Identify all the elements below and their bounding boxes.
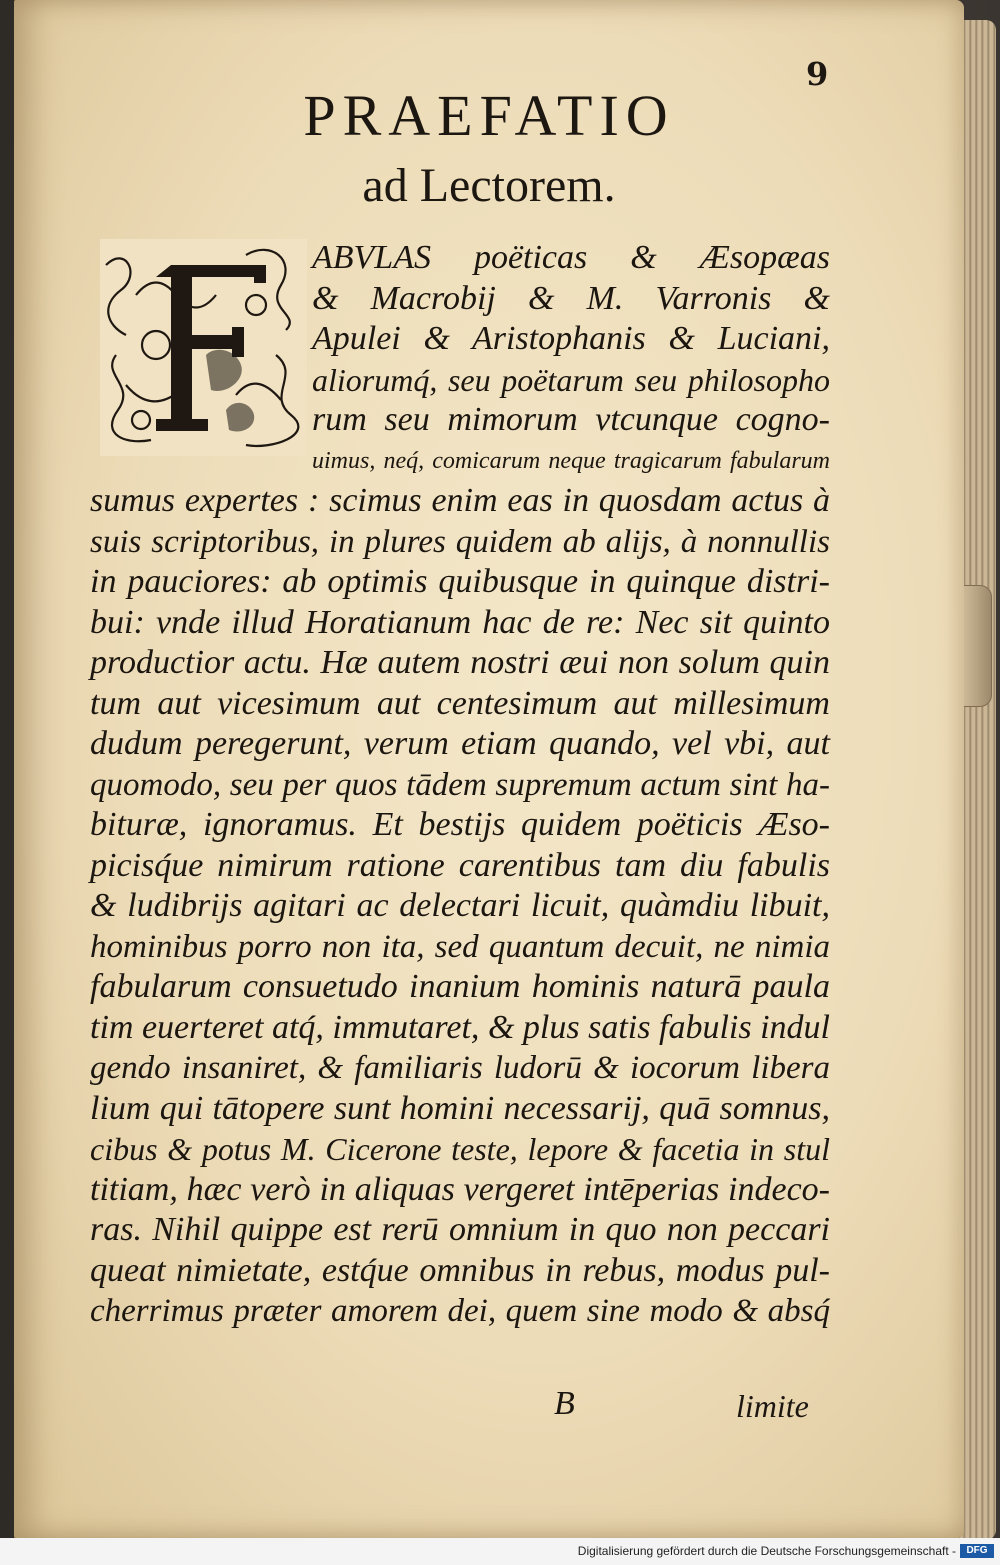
body-text (90, 0, 830, 1400)
text-line: bituræ, ignoramus. Et bestijs quidem poëticis Æso- (90, 806, 830, 843)
text-line: ras. Nihil quippe est rerū omnium in quo non peccari (90, 1211, 830, 1248)
text-line: uimus, neq́, comicarum neque tragicarum fabularum (312, 447, 830, 474)
text-line: ABVLAS poëticas & Æsopæas (312, 239, 830, 276)
text-line: dudum peregerunt, verum etiam quando, vel vbi, aut (90, 725, 830, 762)
text-line: rum seu mimorum vtcunque cogno- (312, 401, 830, 438)
page-number: 9 (806, 55, 829, 93)
dfg-logo: DFG (960, 1544, 994, 1558)
text-line: hominibus porro non ita, sed quantum decuit, ne nimia (90, 928, 830, 965)
text-line: bui: vnde illud Horatianum hac de re: Nec sit quinto (90, 603, 830, 641)
catchword: limite (736, 1388, 809, 1424)
page-title: PRAEFATIO (303, 83, 675, 148)
text-line: gendo insaniret, & familiaris ludorū & iocorum libera (90, 1050, 830, 1086)
text-line: Apulei & Aristophanis & Luciani, (312, 320, 830, 357)
page-subtitle: ad Lectorem. (362, 159, 616, 212)
text-line: & Macrobij & M. Varronis & (312, 279, 830, 317)
text-line: lium qui tātopere sunt homini necessarij, quā somnus, (90, 1089, 830, 1127)
text-line: quomodo, seu per quos tādem supremum actum sint ha- (90, 766, 830, 803)
text-line: cherrimus præter amorem dei, quem sine modo & absq́ (90, 1293, 830, 1329)
text-line: tim euerteret atq́, immutaret, & plus satis fabulis indul (90, 1008, 830, 1046)
text-line: picisq́ue nimirum ratione carentibus tam diu fabulis (90, 846, 830, 884)
signature-mark: B (554, 1385, 575, 1422)
text-line: queat nimietate, estq́ue omnibus in rebus, modus pul- (90, 1251, 830, 1289)
text-line: tum aut vicesimum aut centesimum aut millesimum (90, 684, 830, 722)
text-line: cibus & potus M. Cicerone teste, lepore & facetia in stul (90, 1131, 830, 1167)
footer-credit: Digitalisierung gefördert durch die Deutsche Forschungsgemeinschaft - (577, 1544, 956, 1558)
text-line: productior actu. Hæ autem nostri æui non solum quin (90, 644, 830, 681)
text-line: & ludibrijs agitari ac delectari licuit, quàmdiu libuit, (90, 887, 830, 924)
text-line: in pauciores: ab optimis quibusque in quinque distri- (90, 563, 830, 600)
digitization-footer (0, 1538, 1000, 1565)
text-line: sumus expertes : scimus enim eas in quosdam actus à (90, 482, 830, 519)
book-page (14, 0, 964, 1538)
text-line: suis scriptoribus, in plures quidem ab alijs, à nonnullis (90, 523, 830, 560)
text-line: titiam, hæc verò in aliquas vergeret intēperias indeco- (90, 1170, 830, 1208)
text-line: fabularum consuetudo inanium hominis naturā paula (90, 968, 830, 1005)
book-page-edges (960, 20, 996, 1540)
text-line: aliorumq́, seu poëtarum seu philosopho (312, 361, 830, 398)
